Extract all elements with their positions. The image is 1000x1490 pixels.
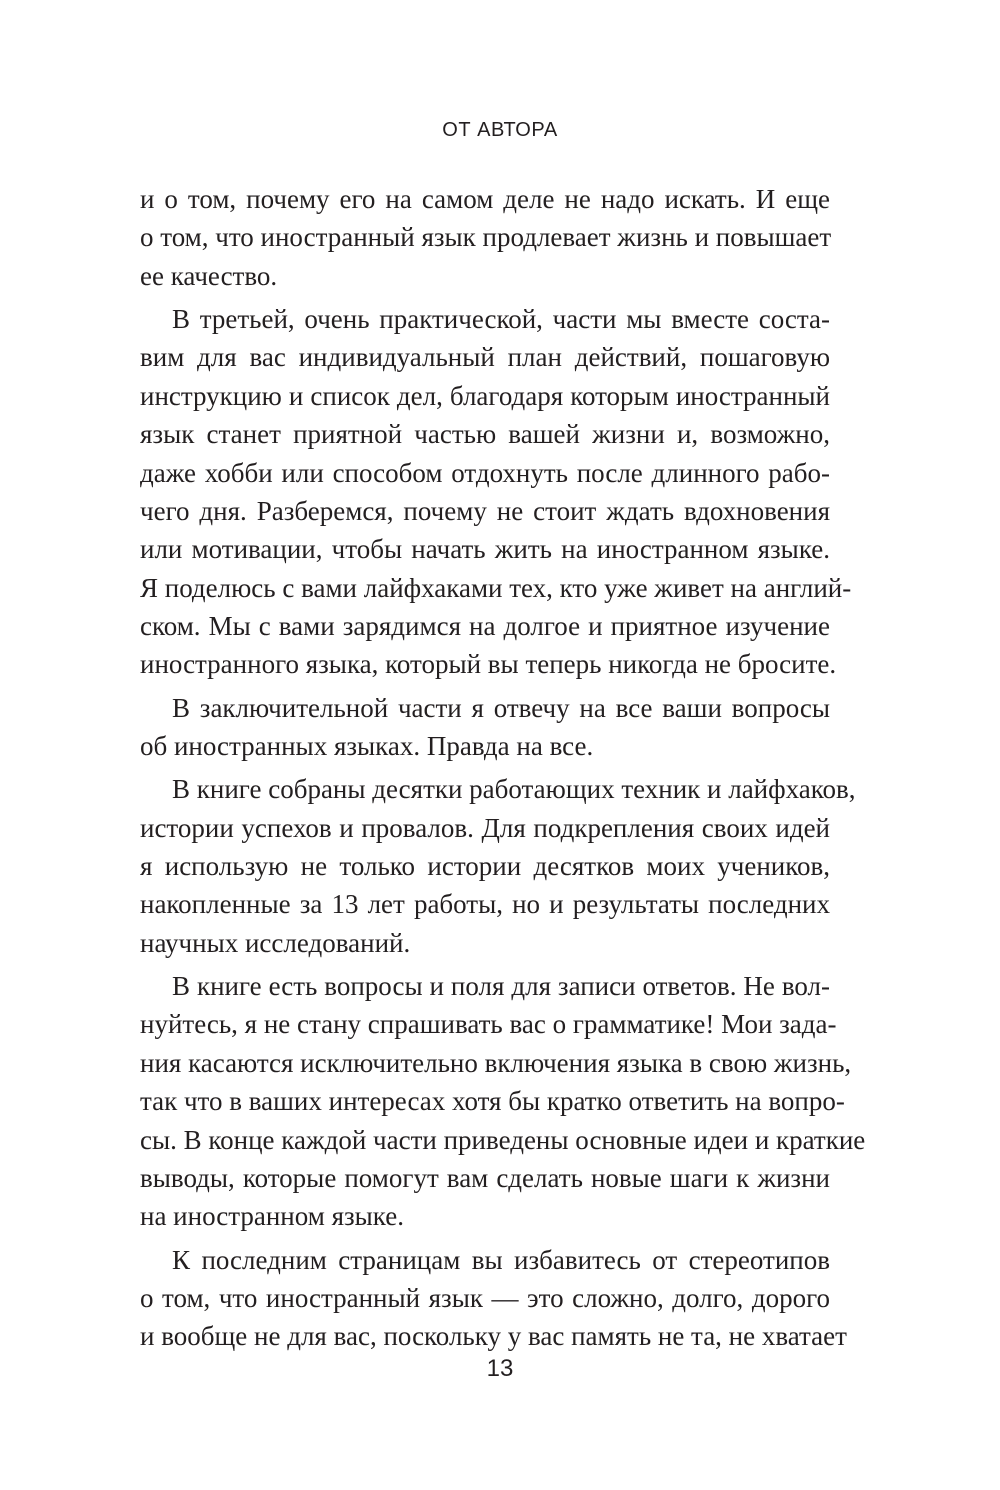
text-line: или мотивации, чтобы начать жить на иностранном языке.: [140, 534, 830, 565]
text-line: В книге собраны десятки работающих техник и лайфхаков,: [172, 774, 856, 805]
text-line: ее качество.: [140, 260, 278, 291]
text-line: так что в ваших интересах хотя бы кратко ответить на вопро-: [140, 1086, 845, 1117]
text-line: В книге есть вопросы и поля для записи ответов. Не вол-: [172, 971, 830, 1001]
text-line: о том, что иностранный язык продлевает жизнь и повышает: [140, 222, 832, 253]
text-line: даже хобби или способом отдохнуть после длинного рабо-: [140, 457, 830, 488]
text-line: на иностранном языке.: [140, 1201, 404, 1232]
text-line: иностранного языка, который вы теперь никогда не бросите.: [140, 649, 837, 680]
text-line: В третьей, очень практической, части мы вместе соста-: [172, 303, 830, 334]
text-line: я использую не только истории десятков моих учеников,: [140, 851, 830, 882]
text-line: язык станет приятной частью вашей жизни и, возможно,: [140, 419, 830, 450]
text-line: К последним страницам вы избавитесь от стереотипов: [172, 1244, 830, 1275]
text-line: ния касаются исключительно включения языка в свою жизнь,: [140, 1047, 852, 1078]
text-line: выводы, которые помогут вам сделать новые шаги к жизни: [140, 1162, 830, 1193]
text-line: ском. Мы с вами зарядимся на долгое и приятное изучение: [140, 611, 830, 642]
running-head: ОТ АВТОРА: [442, 119, 558, 141]
text-line: сы. В конце каждой части приведены основные идеи и краткие: [140, 1124, 866, 1155]
text-line: вим для вас индивидуальный план действий, пошаговую: [140, 342, 830, 373]
page-number: 13: [486, 1355, 514, 1382]
text-line: и о том, почему его на самом деле не надо искать. И еще: [140, 184, 830, 214]
text-line: нуйтесь, я не стану спрашивать вас о грамматике! Мои зада-: [140, 1009, 837, 1040]
text-line: чего дня. Разберемся, почему не стоит ждать вдохновения: [140, 495, 830, 526]
text-line: В заключительной части я отвечу на все ваши вопросы: [172, 692, 830, 723]
text-line: и вообще не для вас, поскольку у вас память не та, не хватает: [140, 1321, 847, 1352]
text-line: научных исследований.: [140, 927, 411, 958]
text-line: об иностранных языках. Правда на все.: [140, 731, 594, 762]
body-text: [140, 180, 866, 1356]
text-line: инструкцию и список дел, благодаря которым иностранный: [140, 380, 830, 411]
text-line: накопленные за 13 лет работы, но и результаты последних: [140, 889, 830, 920]
text-line: о том, что иностранный язык — это сложно, долго, дорого: [140, 1282, 830, 1313]
text-line: Я поделюсь с вами лайфхаками тех, кто уже живет на англий-: [140, 572, 852, 603]
text-line: истории успехов и провалов. Для подкрепления своих идей: [140, 812, 830, 843]
